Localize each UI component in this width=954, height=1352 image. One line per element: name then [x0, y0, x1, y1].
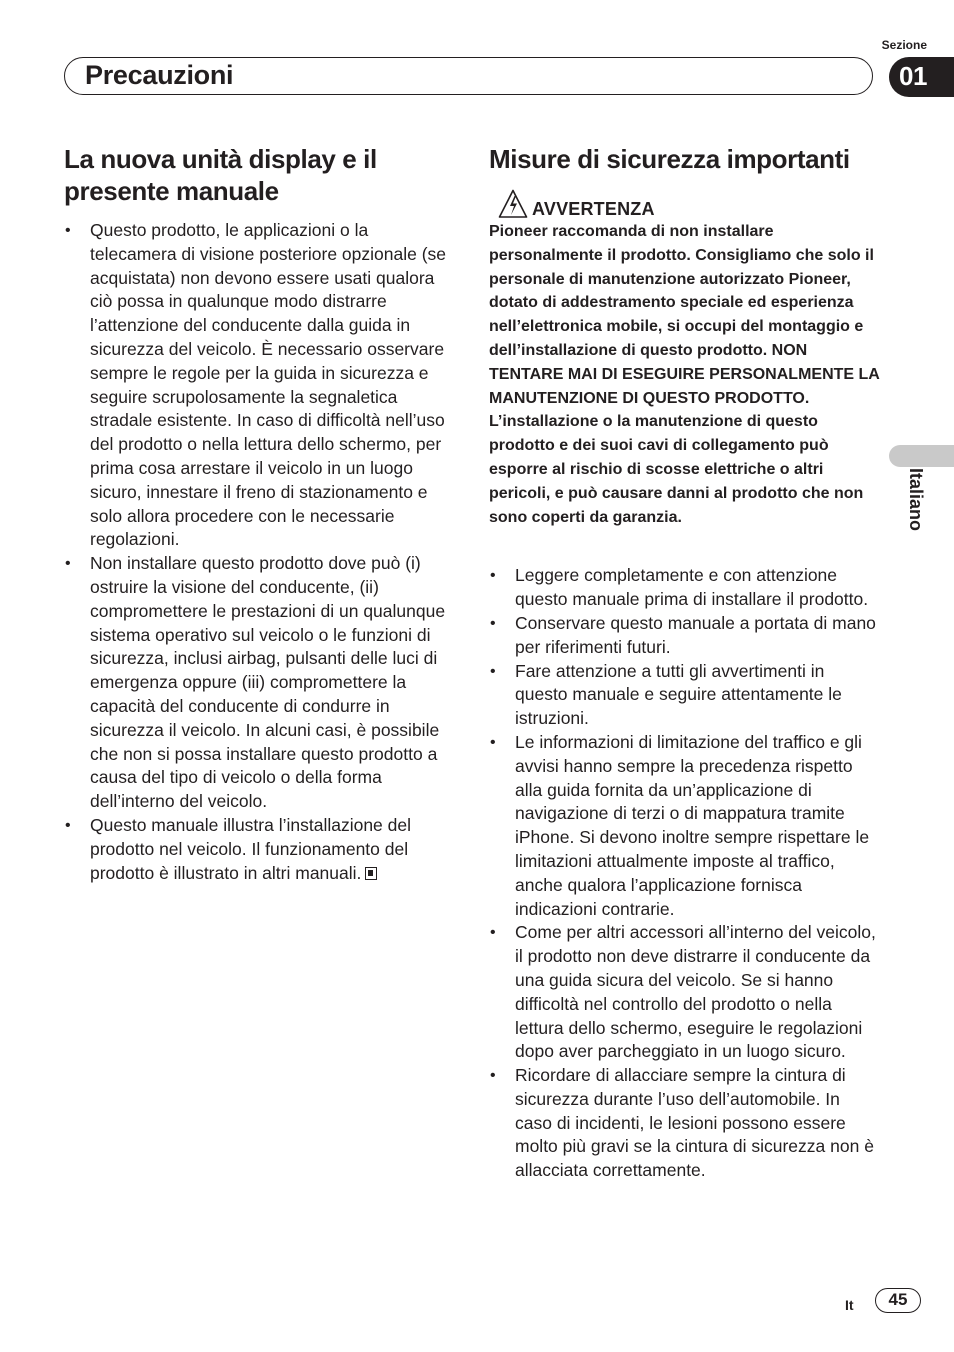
- left-column: [64, 143, 456, 885]
- lightning-warning-icon: [498, 189, 528, 219]
- right-section-heading: Misure di sicurezza importanti: [489, 144, 850, 174]
- list-item: • Non installare questo prodotto dove può (i) ostruire la visione del conducente, (ii) compromettere le prestazioni di un qualunque sistema operativo sul veicolo o le funzioni di sicurezza, inclusi airbag, pulsanti delle luci di emergenza oppure (iii) compromettere la capacità del conducente di condurre in sicurezza il veicolo. In alcuni casi, è possibile che non si possa installare questo prodotto a causa del tipo di veicolo o della forma dell’interno del veicolo.: [64, 552, 456, 814]
- end-of-section-icon: [365, 867, 377, 880]
- right-column: [489, 143, 881, 1183]
- section-number: 01: [899, 61, 927, 91]
- list-item: • Conservare questo manuale a portata di mano per riferimenti futuri.: [489, 612, 881, 660]
- list-item: • Ricordare di allacciare sempre la cintura di sicurezza durante l’uso dell’automobile. In caso di incidenti, le lesioni possono essere molto più gravi se la cintura di sicurezza non è allacciata correttamente.: [489, 1064, 881, 1183]
- list-item: • Leggere completamente e con attenzione questo manuale prima di installare il prodotto.: [489, 564, 881, 612]
- list-item: • Questo manuale illustra l’installazione del prodotto nel veicolo. Il funzionamento del prodotto è illustrato in altri manuali.: [64, 814, 456, 885]
- language-tab-label: Italiano: [906, 468, 926, 532]
- list-item: • Questo prodotto, le applicazioni o la telecamera di visione posteriore opzionale (se acquistata) non devono essere usati qualora ciò possa in qualunque modo distrarre l’attenzione del conducente dalla guida in sicurezza del veicolo. È necessario osservare sempre le regole per la guida in sicurezza e seguire scrupolosamente la segnaletica stradale esistente. In caso di difficoltà nell’uso del prodotto o nella lettura dello schermo, per prima cosa arrestare il veicolo in un luogo sicuro, innestare il freno di stazionamento e solo allora procedere con le necessarie regolazioni.: [64, 219, 456, 552]
- list-item: • Le informazioni di limitazione del traffico e gli avvisi hanno sempre la precedenza rispetto alla guida fornita da un’applicazione di navigazione di terzi o di mappatura tramite iPhone. Si devono inoltre sempre rispettare le limitazioni attualmente imposte al traffico, anche qualora l’applicazione fornisca indicazioni contrarie.: [489, 731, 881, 921]
- warning-text: Pioneer raccomanda di non installare personalmente il prodotto. Consigliamo che solo il personale di manutenzione autorizzato Pioneer, dotato di addestramento speciale ed esperienza nell’elettronica mobile, si occupi del montaggio e dell’installazione di questo prodotto. NON TENTARE MAI DI ESEGUIRE PERSONALMENTE LA MANUTENZIONE DI QUESTO PRODOTTO. L’installazione o la manutenzione di questo prodotto e dei suoi cavi di collegamento può esporre al rischio di scosse elettriche o altri pericoli, e può causare danni al prodotto che non sono coperti da garanzia.: [489, 223, 880, 526]
- page-title: Precauzioni: [85, 60, 234, 90]
- list-item: • Come per altri accessori all’interno del veicolo, il prodotto non deve distrarre il conducente da una guida sicura del veicolo. Se si hanno difficoltà nel controllo del prodotto o nella lettura dello schermo, eseguire le regolazioni dopo aver parcheggiato in un luogo sicuro.: [489, 921, 881, 1064]
- warning-label: AVVERTENZA: [532, 199, 655, 219]
- left-section-heading: La nuova unità display e il presente manuale: [64, 144, 377, 206]
- right-bullet-list: [489, 564, 881, 1183]
- language-tab-marker: [889, 445, 954, 467]
- list-item: • Fare attenzione a tutti gli avvertimenti in questo manuale e seguire attentamente le istruzioni.: [489, 660, 881, 731]
- section-number-tab: [889, 57, 954, 97]
- header-bar: [64, 57, 873, 95]
- page-number: 45: [875, 1288, 921, 1313]
- footer-language-code: It: [845, 1297, 854, 1313]
- warning-header: [489, 189, 881, 219]
- sezione-label: Sezione: [881, 38, 927, 52]
- left-bullet-list: [64, 219, 456, 885]
